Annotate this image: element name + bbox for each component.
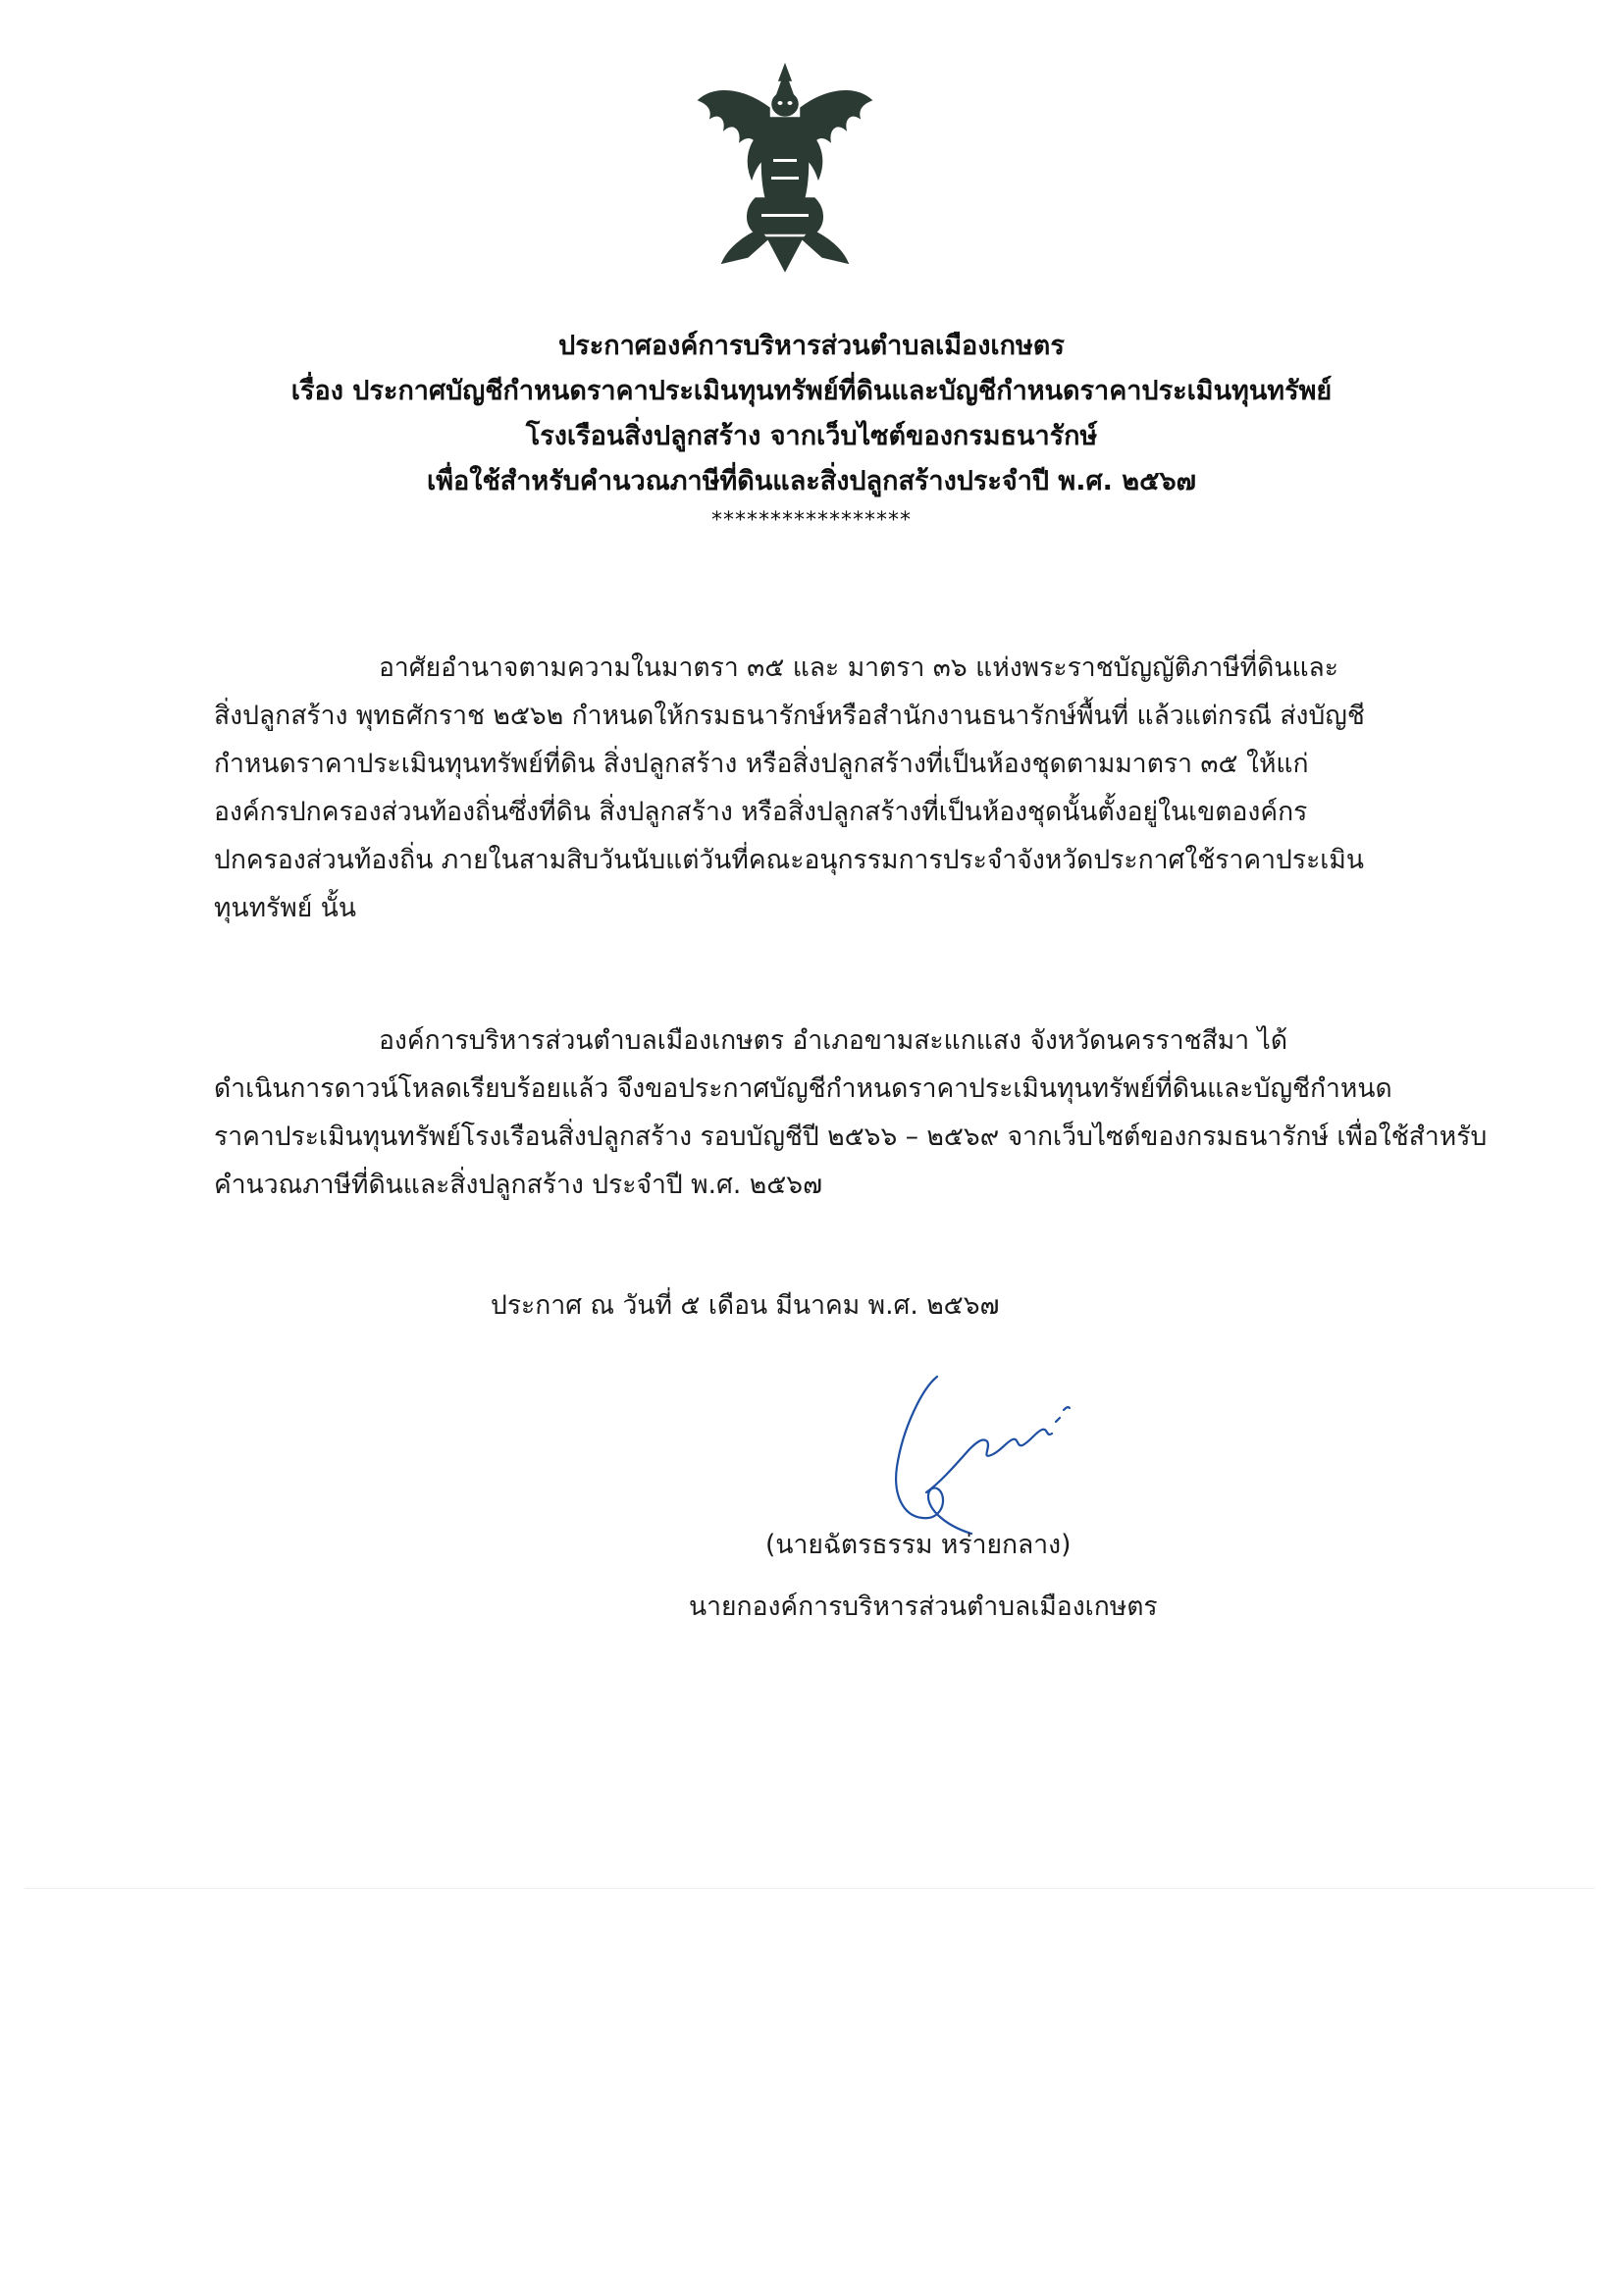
paragraph-line: อาศัยอำนาจตามความในมาตรา ๓๕ และ มาตรา ๓๖ แห่งพระราชบัญญัติภาษีที่ดินและ [379, 652, 1339, 683]
title-line-3: โรงเรือนสิ่งปลูกสร้าง จากเว็บไซต์ของกรมธนารักษ์ [525, 421, 1098, 451]
paragraph-announcement [214, 1017, 1488, 1209]
paragraph-line: องค์กรปกครองส่วนท้องถิ่นซึ่งที่ดิน สิ่งปลูกสร้าง หรือสิ่งปลูกสร้างที่เป็นห้องชุดนั้นตั้งอยู่ในเขตองค์กร [214, 797, 1308, 827]
title-line-2: เรื่อง ประกาศบัญชีกำหนดราคาประเมินทุนทรัพย์ที่ดินและบัญชีกำหนดราคาประเมินทุนทรัพย์ [290, 376, 1333, 406]
paragraph-line: ปกครองส่วนท้องถิ่น ภายในสามสิบวันนับแต่วันที่คณะอนุกรรมการประจำจังหวัดประกาศใช้ราคาประเมิน [214, 845, 1364, 875]
title-separator: ***************** [711, 508, 912, 533]
announcement-title [0, 324, 1623, 538]
signer-name: (นายฉัตรธรรม หร่ายกลาง) [765, 1530, 1072, 1560]
page-divider [25, 1888, 1595, 1889]
announcement-date: ประกาศ ณ วันที่ ๕ เดือน มีนาคม พ.ศ. ๒๕๖๗ [491, 1290, 1000, 1321]
paragraph-legal-basis [214, 644, 1411, 932]
paragraph-line: ราคาประเมินทุนทรัพย์โรงเรือนสิ่งปลูกสร้าง รอบบัญชีปี ๒๕๖๖ – ๒๕๖๙ จากเว็บไซต์ของกรมธนารักษ์ เพื่อใช้สำหรับ [214, 1122, 1488, 1152]
title-line-1: ประกาศองค์การบริหารส่วนตำบลเมืองเกษตร [558, 331, 1065, 361]
paragraph-line: ดำเนินการดาวน์โหลดเรียบร้อยแล้ว จึงขอประกาศบัญชีกำหนดราคาประเมินทุนทรัพย์ที่ดินและบัญชีกำหนด [214, 1073, 1392, 1104]
paragraph-line: กำหนดราคาประเมินทุนทรัพย์ที่ดิน สิ่งปลูกสร้าง หรือสิ่งปลูกสร้างที่เป็นห้องชุดตามมาตรา ๓๕ ให้แก่ [214, 749, 1309, 779]
paragraph-line: ทุนทรัพย์ นั้น [214, 893, 356, 923]
paragraph-line: สิ่งปลูกสร้าง พุทธศักราช ๒๕๖๒ กำหนดให้กรมธนารักษ์หรือสำนักงานธนารักษ์พื้นที่ แล้วแต่กรณี ส่งบัญชี [214, 701, 1365, 731]
paragraph-line: คำนวณภาษีที่ดินและสิ่งปลูกสร้าง ประจำปี พ.ศ. ๒๕๖๗ [214, 1170, 822, 1200]
signer-position: นายกองค์การบริหารส่วนตำบลเมืองเกษตร [689, 1592, 1158, 1622]
paragraph-line: องค์การบริหารส่วนตำบลเมืองเกษตร อำเภอขามสะแกแสง จังหวัดนครราชสีมา ได้ [379, 1025, 1288, 1056]
garuda-emblem-icon [687, 61, 883, 275]
signature-icon [864, 1369, 1089, 1545]
title-line-4: เพื่อใช้สำหรับคำนวณภาษีที่ดินและสิ่งปลูกสร้างประจำปี พ.ศ. ๒๕๖๗ [427, 466, 1196, 496]
